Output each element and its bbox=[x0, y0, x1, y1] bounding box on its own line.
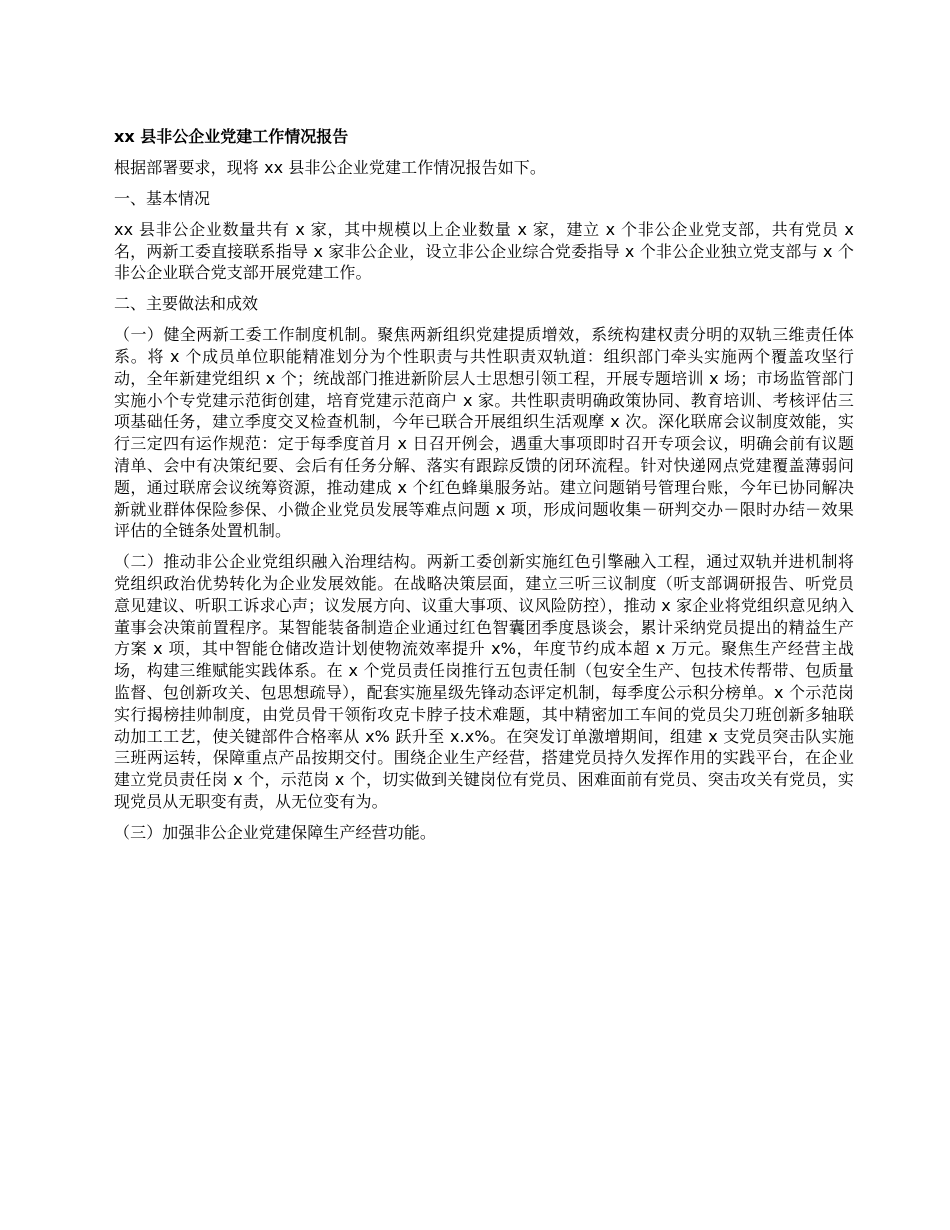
intro-paragraph: 根据部署要求，现将 xx 县非公企业党建工作情况报告如下。 bbox=[114, 158, 547, 177]
basic-situation-paragraph: xx 县非公企业数量共有 x 家，其中规模以上企业数量 x 家，建立 x 个非公企业党支部，共有党员 x 名，两新工委直接联系指导 x 家非公企业，设立非公企业综合党委指导 x 个非公企业独立党支部与 x 个非公企业联合党支部开展党建工作。 bbox=[114, 219, 854, 283]
section-heading-measures: 二、主要做法和成效 bbox=[114, 294, 259, 314]
document-title: xx 县非公企业党建工作情况报告 bbox=[114, 127, 349, 146]
section-heading-basic-situation: 一、基本情况 bbox=[114, 188, 211, 208]
measures-part-3-paragraph: （三）加强非公企业党建保障生产经营功能。 bbox=[114, 822, 437, 842]
measures-part-2-paragraph: （二）推动非公企业党组织融入治理结构。两新工委创新实施红色引擎融入工程，通过双轨并进机制将党组织政治优势转化为企业发展效能。在战略决策层面，建立三听三议制度（听支部调研报告、听党员意见建议、听职工诉求心声；议发展方向、议重大事项、议风险防控），推动 x 家企业将党组织意见纳入董事会决策前置程序。某智能装备制造企业通过红色智囊团季度恳谈会，累计采纳党员提出的精益生产方案 x 项，其中智能仓储改造计划使物流效率提升 x%，年度节约成本超 x 万元。聚焦生产经营主战场，构建三维赋能实践体系。在 x 个党员责任岗推行五包责任制（包安全生产、包技术传帮带、包质量监督、包创新攻关、包思想疏导），配套实施星级先锋动态评定机制，每季度公示积分榜单。x 个示范岗实行揭榜挂帅制度，由党员骨干领衔攻克卡脖子技术难题，其中精密加工车间的党员尖刀班创新多轴联动加工工艺，使关键部件合格率从 x% 跃升至 x.x%。在突发订单激增期间，组建 x 支党员突击队实施三班两运转，保障重点产品按期交付。围绕企业生产经营，搭建党员持久发挥作用的实践平台，在企业建立党员责任岗 x 个，示范岗 x 个，切实做到关键岗位有党员、困难面前有党员、突击攻关有党员，实现党员从无职变有责，从无位变有为。 bbox=[114, 552, 854, 811]
document-body bbox=[114, 126, 854, 853]
measures-part-1-paragraph: （一）健全两新工委工作制度机制。聚焦两新组织党建提质增效，系统构建权责分明的双轨三维责任体系。将 x 个成员单位职能精准划分为个性职责与共性职责双轨道：组织部门牵头实施两个覆盖攻坚行动，全年新建党组织 x 个；统战部门推进新阶层人士思想引领工程，开展专题培训 x 场；市场监管部门实施小个专党建示范街创建，培育党建示范商户 x 家。共性职责明确政策协同、教育培训、考核评估三项基础任务，建立季度交叉检查机制，今年已联合开展组织生活观摩 x 次。深化联席会议制度效能，实行三定四有运作规范：定于每季度首月 x 日召开例会，遇重大事项即时召开专项会议，明确会前有议题清单、会中有决策纪要、会后有任务分解、落实有跟踪反馈的闭环流程。针对快递网点党建覆盖薄弱问题，通过联席会议统筹资源，推动建成 x 个红色蜂巢服务站。建立问题销号管理台账，今年已协同解决新就业群体保险参保、小微企业党员发展等难点问题 x 项，形成问题收集－研判交办－限时办结－效果评估的全链条处置机制。 bbox=[114, 325, 854, 541]
